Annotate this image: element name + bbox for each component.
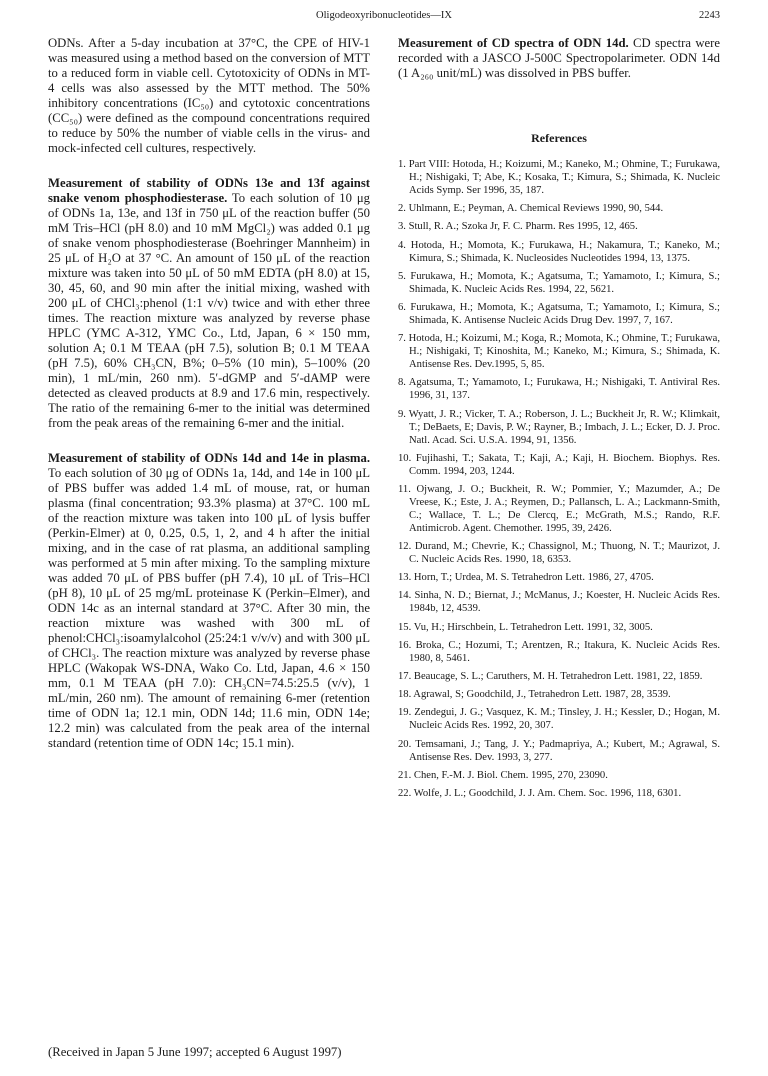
reference-item: 4. Hotoda, H.; Momota, K.; Furukawa, H.; Nakamura, T.; Kaneko, M.; Kimura, S.; Shimada, K. Nucleosides Nucleotides 1994, 13, 1375. <box>398 239 720 264</box>
reference-item: 17. Beaucage, S. L.; Caruthers, M. H. Tetrahedron Lett. 1981, 22, 1859. <box>398 671 703 682</box>
section-body-cd: CD spectra were recorded with a JASCO J-500C Spectropolarimeter. ODN 14d (1 A₂₆₀ unit/mL) was dissolved in PBS buffer. <box>398 36 720 80</box>
reference-item: 5. Furukawa, H.; Momota, K.; Agatsuma, T.; Yamamoto, I.; Kimura, S.; Shimada, K. Nucleic Acids Res. 1994, 22, 5621. <box>398 270 720 295</box>
reference-item: 20. Temsamani, J.; Tang, J. Y.; Padmapriya, A.; Kubert, M.; Agrawal, S. Antisense Res. Dev. 1993, 3, 277. <box>398 738 720 763</box>
reference-item: 11. Ojwang, J. O.; Buckheit, R. W.; Pommier, Y.; Mazumder, A.; De Vreese, K.; Este, J. A.; Reymen, D.; Pallansch, L. A.; Lackmann-Smith, C.; Wallace, T. L.; De Clercq, E.; McGrath, M.S.; Rando, R.F. Antimicrob. Agent. Chemother. 1995, 39, 2426. <box>398 483 720 534</box>
reference-item: 21. Chen, F.-M. J. Biol. Chem. 1995, 270, 23090. <box>398 769 608 781</box>
reference-item: 3. Stull, R. A.; Szoka Jr, F. C. Pharm. Res 1995, 12, 465. <box>398 221 638 233</box>
reference-item: 9. Wyatt, J. R.; Vicker, T. A.; Roberson, J. L.; Buckheit Jr, R. W.; Klimkait, T.; DeBaets, E; Davis, P. W.; Rayner, B.; Imbach, J. L.; Ecker, D. J. Proc. Natl. Acad. Sci. U.S.A. 1994, 91, 1356. <box>398 408 720 446</box>
references-list <box>398 158 720 800</box>
reference-item: 10. Fujihashi, T.; Sakata, T.; Kaji, A.; Kaji, H. Biochem. Biophys. Res. Comm. 1994, 203, 1244. <box>398 452 720 477</box>
reference-item: 14. Sinha, N. D.; Biernat, J.; McManus, J.; Koester, H. Nucleic Acids Res. 1984b, 12, 4539. <box>398 590 720 615</box>
paragraph-cd-spectra <box>398 36 720 81</box>
reference-item: 6. Furukawa, H.; Momota, K.; Agatsuma, T.; Yamamoto, I.; Kimura, S.; Shimada, K. Antisense Nucleic Acids Drug Dev. 1997, 7, 167. <box>398 301 720 326</box>
reference-item: 22. Wolfe, J. L.; Goodchild, J. J. Am. Chem. Soc. 1996, 118, 6301. <box>398 787 682 799</box>
reference-item: 18. Agrawal, S; Goodchild, J., Tetrahedron Lett. 1987, 28, 3539. <box>398 689 671 701</box>
page-number: 2243 <box>699 10 720 21</box>
section-body-phosphodiesterase: To each solution of 10 μg of ODNs 1a, 13e, and 13f in 750 μL of the reaction buffer (50 mM Tris–HCl (pH 8.0) and 10 mM MgCl₂) was added 0.1 μg of snake venom phosphodiesterase (Boehringer Mannheim) in 25 μL of H₂O at 37 °C. An amount of 150 μL of the reaction mixture was taken into 50 μL of 50 mM EDTA (pH 8.0) at 15, 30, 45, 60, and 90 min after the initial mixing, washed with 200 μL of CHCl₃:phenol (1:1 v/v) twice and with ether three times. The reaction mixture was analyzed by reverse phase HPLC (YMC A-312, YMC Co., Ltd, Japan, 6 × 150 mm, solution A; 0.1 M TEAA (pH 7.5), solution B; 0.1 M TEAA (pH 7.5), 60% CH₃CN, B%; 0–5% (10 min), 5–100% (20 min), 1 mL/min, 260 nm). 5′-dGMP and 5′-dAMP were detected as cleaved products at 8.9 and 17.6 min, respectively. The ratio of the remaining 6-mer to the initial was determined from the peak areas of the remaining 6-mer and the initial. <box>48 191 370 430</box>
reference-item: 2. Uhlmann, E.; Peyman, A. Chemical Reviews 1990, 90, 544. <box>398 203 664 215</box>
reference-item: 15. Vu, H.; Hirschbein, L. Tetrahedron Lett. 1991, 32, 3005. <box>398 621 653 633</box>
left-column <box>48 36 370 765</box>
paragraph-hiv-assay: ODNs. After a 5-day incubation at 37°C, the CPE of HIV-1 was measured using a method based on the conversion of MTT to a reduced form in viable cell. Cytotoxicity of ODNs in MT-4 cells was also assessed by the MTT method. The 50% inhibitory concentrations (IC₅₀) and cytotoxic concentrations (CC₅₀) were defined as the compound concentrations required to reduce by 50% the number of viable cells in the virus- and mock-infected cell cultures, respectively. <box>48 36 370 155</box>
received-date-note: (Received in Japan 5 June 1997; accepted 6 August 1997) <box>48 1045 342 1059</box>
right-column <box>398 36 720 805</box>
reference-item: 12. Durand, M.; Chevrie, K.; Chassignol, M.; Thuong, N. T.; Maurizot, J. C. Nucleic Acids Res. 1990, 18, 6353. <box>398 541 720 566</box>
reference-item: 8. Agatsuma, T.; Yamamoto, I.; Furukawa, H.; Nishigaki, T. Antiviral Res. 1996, 31, 137. <box>398 377 720 402</box>
section-heading-phosphodiesterase: Measurement of stability of ODNs 13e and 13f against snake venom phosphodiesterase. <box>48 176 370 205</box>
page-header <box>48 10 720 26</box>
paragraph-plasma-stability <box>48 451 370 751</box>
running-title: Oligodeoxyribonucleotides—IX <box>316 10 452 21</box>
reference-item: 7. Hotoda, H.; Koizumi, M.; Koga, R.; Momota, K.; Ohmine, T.; Furukawa, H.; Nishigaki, T; Kinoshita, M.; Kaneko, M.; Kimura, S.; Shimada, K. Antisense Res. Dev.1995, 5, 85. <box>398 333 720 371</box>
paragraph-phosphodiesterase-stability <box>48 176 370 431</box>
section-heading-plasma: Measurement of stability of ODNs 14d and 14e in plasma. <box>48 451 370 465</box>
reference-item: 13. Horn, T.; Urdea, M. S. Tetrahedron Lett. 1986, 27, 4705. <box>398 572 654 584</box>
section-body-plasma: To each solution of 30 μg of ODNs 1a, 14d, and 14e in 100 μL of PBS buffer was added 1.4 mL of mouse, rat, or human plasma (final concentration; 93.3% plasma) at 37°C. 100 mL of the reaction mixture was taken into 100 μL of lysis buffer (Perkin-Elmer) at 0, 0.25, 0.5, 1, 2, and 4 h after the initial mixing, and in the case of rat plasma, an additional sampling was performed at 5 min after mixing. To the sampling mixture was added 70 μL of PBS buffer (pH 7.4), 10 μL of Tris–HCl (pH 8), 10 μL of 25 mg/mL proteinase K (Perkin–Elmer), and ODN 14c as an internal standard at 37°C. After 30 min, the reaction mixture was washed with 300 mL of phenol:CHCl₃:isoamylalcohol (25:24:1 v/v/v) and with 300 μL of CHCl₃. The reaction mixture was analyzed by reverse phase HPLC (Wakopak WS-DNA, Wako Co. Ltd, Japan, 4.6 × 150 mm, 0.1 M TEAA (pH 7.0): CH₃CN=74.5:25.5 (v/v), 1 mL/min, 260 nm). The amount of remaining 6-mer (retention time of ODN 1a; 12.1 min, ODN 14d; 11.6 min, ODN 14e; 12.2 min) was calculated from the peak area of the internal standard (retention time of ODN 14c; 15.1 min). <box>48 466 370 750</box>
reference-item: 19. Zendegui, J. G.; Vasquez, K. M.; Tinsley, J. H.; Kessler, D.; Hogan, M. Nucleic Acids Res. 1992, 20, 307. <box>398 707 720 732</box>
reference-item: 1. Part VIII: Hotoda, H.; Koizumi, M.; Kaneko, M.; Ohmine, T.; Furukawa, H.; Nishigaki, T; Abe, K.; Kosaka, T.; Kimura, S.; Shimada, K. Nucleic Acids Symp. Ser 1996, 35, 187. <box>398 159 720 196</box>
references-heading: References <box>531 131 587 145</box>
reference-item: 16. Broka, C.; Hozumi, T.; Arentzen, R.; Itakura, K. Nucleic Acids Res. 1980, 8, 5461. <box>398 639 720 664</box>
section-heading-cd: Measurement of CD spectra of ODN 14d. <box>398 36 629 50</box>
